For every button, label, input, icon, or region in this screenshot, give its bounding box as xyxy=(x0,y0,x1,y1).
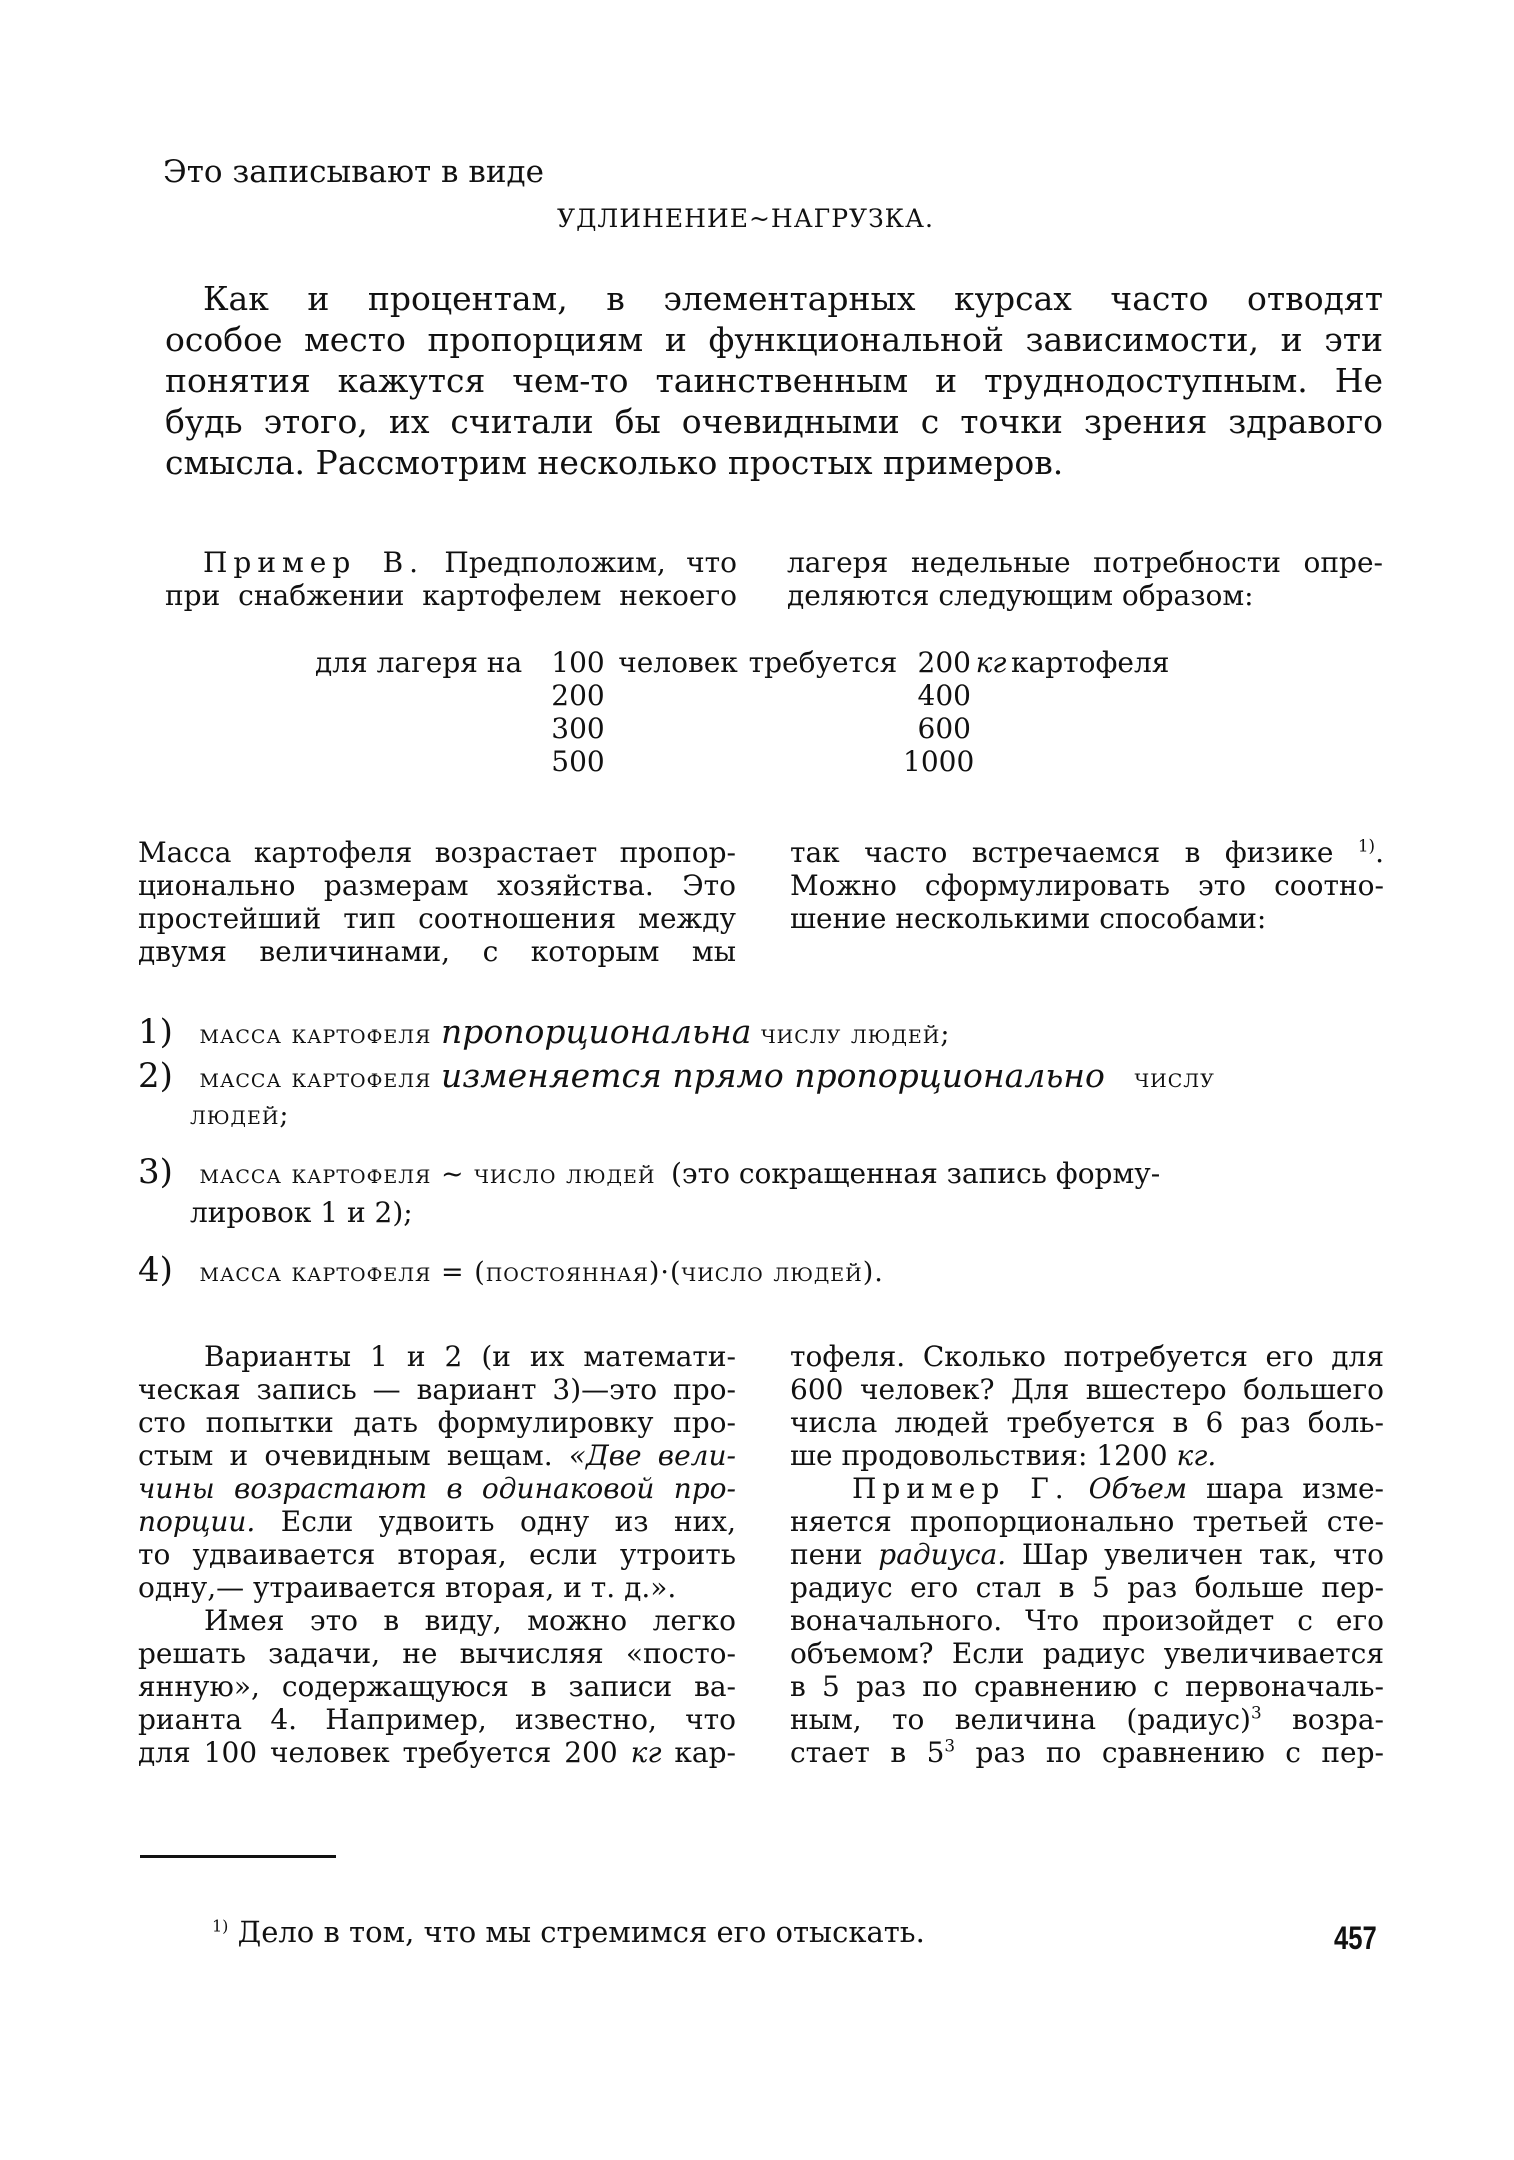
footnote-divider xyxy=(140,1855,336,1858)
paragraph-proportions xyxy=(165,278,1383,483)
text-line: 600 человек? Для вшестеро большего xyxy=(790,1373,1384,1406)
text-line: Шар увеличен так, что xyxy=(1021,1538,1384,1571)
formulation-item xyxy=(138,1012,1384,1056)
text-line: Имея это в виду, можно легко xyxy=(204,1604,736,1637)
item-number: 3) xyxy=(138,1152,173,1192)
text-line: раз по сравнению с пер- xyxy=(975,1736,1384,1769)
quote-text: порции. xyxy=(138,1505,256,1538)
text-line: (это сокращенная запись форму- xyxy=(670,1157,1161,1190)
people-cell: 500 xyxy=(551,745,605,778)
item-number: 4) xyxy=(138,1250,173,1290)
people-cell: 100 xyxy=(551,646,605,679)
text-line: простейший тип соотношения между xyxy=(138,902,736,935)
text-line: Предположим, что xyxy=(444,546,737,579)
text-line: при снабжении картофелем некоего xyxy=(165,579,737,612)
formulations-list xyxy=(138,1012,1384,1294)
text-line: Если удвоить одну из них, xyxy=(280,1505,736,1538)
right-column xyxy=(790,1340,1384,1769)
caps-text: числу людей; xyxy=(760,1019,951,1050)
mass-cell: 1000 xyxy=(903,745,975,778)
paragraph2-left xyxy=(138,836,736,968)
text-line: Варианты 1 и 2 (и их математи- xyxy=(204,1340,736,1373)
table-row xyxy=(315,679,1169,712)
text-line: решать задачи, не вычисляя «посто- xyxy=(138,1637,736,1670)
people-cell: 200 xyxy=(551,679,605,712)
text-line: сто попытки дать формулировку про- xyxy=(138,1406,736,1439)
text-line: радиус его стал в 5 раз больше пер- xyxy=(790,1571,1384,1604)
text-line: в 5 раз по сравнению с первоначаль- xyxy=(790,1670,1384,1703)
text-line: смысла. Рассмотрим несколько простых примеров. xyxy=(165,443,1064,482)
text-line: рианта 4. Например, известно, что xyxy=(138,1703,736,1736)
text-line: двумя величинами, с которым мы xyxy=(138,935,736,968)
text-line: ным, то величина (радиус) xyxy=(790,1703,1251,1736)
people-unit: человек xyxy=(618,646,738,679)
text-line: ционально размерам хозяйства. Это xyxy=(138,869,736,902)
table-suffix: картофеля xyxy=(1011,646,1170,679)
footnote-text: Дело в том, что мы стремимся его отыскать. xyxy=(237,1915,925,1949)
formulation-item xyxy=(138,1056,1384,1100)
italic-term: радиуса. xyxy=(878,1538,1007,1571)
unit-kg: кг. xyxy=(1176,1439,1217,1472)
text-line: воначального. Что произойдет с его xyxy=(790,1604,1384,1637)
footnote-ref[interactable]: 1) xyxy=(1357,835,1376,856)
text-line: шара изме- xyxy=(1205,1472,1384,1505)
potato-table xyxy=(315,646,1169,778)
table-row xyxy=(315,712,1169,745)
paragraph2-right: так часто встречаемся в физике $^{1)}$. Можно сформулировать это соотно- шение несколькими способами: xyxy=(790,835,1384,935)
text-line: ше продовольствия: 1200 xyxy=(790,1439,1168,1472)
caps-text: масса картофеля ~ число людей xyxy=(199,1159,656,1190)
mass-cell: 200 xyxy=(917,646,971,679)
text-line: стает в 5 xyxy=(790,1736,945,1769)
mass-cell: 400 xyxy=(917,679,971,712)
caps-text: масса картофеля xyxy=(199,1063,432,1094)
italic-text: пропорциональна xyxy=(440,1012,752,1051)
footnote-marker: 1) xyxy=(212,1916,229,1936)
people-cell: 300 xyxy=(551,712,605,745)
text-line: шение несколькими способами: xyxy=(790,902,1267,935)
example-g-label: Пример Г. xyxy=(852,1472,1070,1505)
text-line: Масса картофеля возрастает пропор- xyxy=(138,836,736,869)
text-line: кар- xyxy=(674,1736,736,1769)
text-line: объемом? Если радиус увеличивается xyxy=(790,1637,1384,1670)
text-line: тофеля. Сколько потребуется его для xyxy=(790,1340,1384,1373)
text-line: стым и очевидным вещам. xyxy=(138,1439,553,1472)
left-column xyxy=(138,1340,736,1769)
formulation-item xyxy=(138,1250,1384,1294)
example-b-left xyxy=(165,546,737,612)
caps-text: числу xyxy=(1134,1063,1215,1094)
text-line: будь этого, их считали бы очевидными с точки зрения здравого xyxy=(165,402,1383,441)
text-line: няется пропорционально третьей сте- xyxy=(790,1505,1384,1538)
formulation-item xyxy=(138,1152,1384,1196)
superscript: 3 xyxy=(1250,1702,1262,1723)
page-number: 457 xyxy=(1334,1920,1377,1956)
text-line: деляются следующим образом: xyxy=(787,579,1254,612)
table-prefix: для лагеря на xyxy=(315,646,523,679)
text-line: пени xyxy=(790,1538,863,1571)
table-verb: требуется xyxy=(748,646,898,679)
caps-text: масса картофеля xyxy=(199,1019,432,1050)
formulation-cont: людей; xyxy=(190,1100,290,1131)
caps-text: масса картофеля = (постоянная)·(число людей). xyxy=(199,1257,884,1288)
text-line: возра- xyxy=(1292,1703,1385,1736)
table-row xyxy=(315,646,1169,679)
text-line: одну,— утраивается вторая, и т. д.». xyxy=(138,1571,677,1604)
text-line: так часто встречаемся в физике xyxy=(790,836,1334,869)
mass-unit: кг xyxy=(975,646,1007,679)
text-line: то удваивается вторая, если утроить xyxy=(138,1538,736,1571)
example-b-right xyxy=(787,546,1383,612)
quote-text: «Две вели- xyxy=(568,1439,736,1472)
italic-text: изменяется прямо пропорционально xyxy=(440,1056,1105,1095)
text-line: янную», содержащуюся в записи ва- xyxy=(138,1670,736,1703)
text-line: особое место пропорциям и функциональной зависимости, и эти xyxy=(165,320,1383,359)
example-b-label: Пример В. xyxy=(203,546,425,579)
item-number: 1) xyxy=(138,1012,173,1052)
quote-text: чины возрастают в одинаковой про- xyxy=(138,1472,736,1505)
text-line: для 100 человек требуется 200 xyxy=(138,1736,618,1769)
footnote xyxy=(212,1915,925,1949)
text-line: Можно сформулировать это соотно- xyxy=(790,869,1384,902)
text-line: Как и процентам, в элементарных курсах часто отводят xyxy=(203,279,1383,318)
italic-term: Объем xyxy=(1088,1472,1188,1505)
unit-kg: кг xyxy=(630,1736,662,1769)
text-line: понятия кажутся чем-то таинственным и труднодоступным. Не xyxy=(165,361,1383,400)
item-number: 2) xyxy=(138,1056,173,1096)
text-line: ческая запись — вариант 3)—это про- xyxy=(138,1373,736,1406)
table-row xyxy=(315,745,1169,778)
formula-elongation-load: УДЛИНЕНИЕ~НАГРУЗКА. xyxy=(557,204,934,233)
intro-line: Это записывают в виде xyxy=(163,154,544,190)
mass-cell: 600 xyxy=(917,712,971,745)
text-line: лагеря недельные потребности опре- xyxy=(787,546,1383,579)
superscript: 3 xyxy=(944,1735,956,1756)
text-line: числа людей требуется в 6 раз боль- xyxy=(790,1406,1384,1439)
formulation-cont: лировок 1 и 2); xyxy=(190,1196,413,1229)
